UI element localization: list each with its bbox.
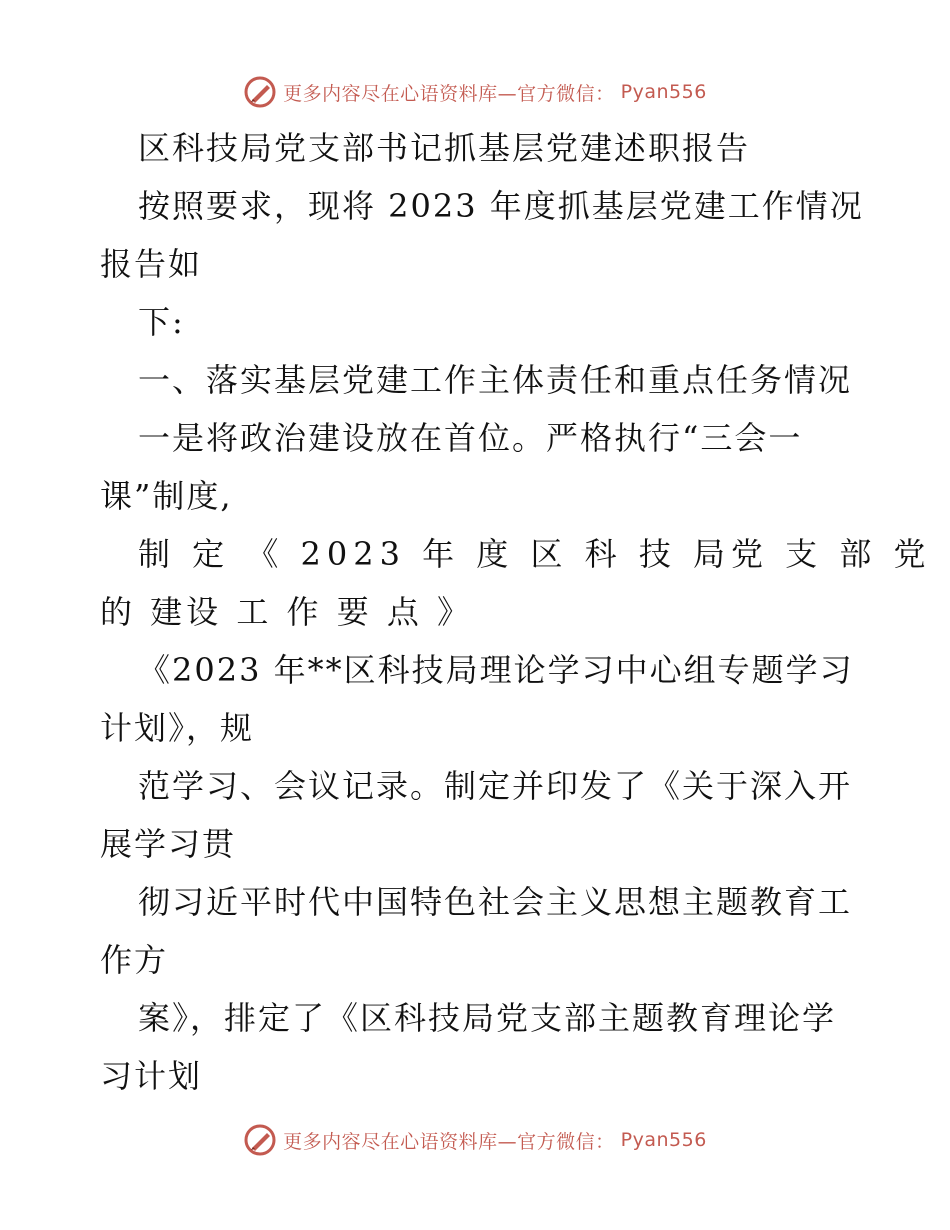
paragraph-line: 展学习贯 [100, 825, 237, 863]
paragraph-line: 《2023 年**区科技局理论学习中心组专题学习 [138, 651, 854, 689]
watermark-wechat-id: Pyan556 [620, 1129, 707, 1151]
paragraph-line: 下: [138, 303, 185, 341]
paragraph-line: 的 建设 工 作 要 点 》 [100, 593, 474, 631]
paragraph-line: 报告如 [100, 245, 203, 283]
paragraph-line: 制 定 《 2023 年 度 区 科 技 局党 支 部 党 [138, 535, 932, 573]
paragraph-line: 一是将政治建设放在首位。严格执行“三会一 [138, 419, 803, 457]
watermark-wechat-id: Pyan556 [620, 81, 707, 103]
footer-watermark [0, 1120, 950, 1160]
paragraph-line: 范学习、会议记录。制定并印发了《关于深入开 [138, 767, 853, 805]
paragraph-line: 按照要求，现将 2023 年度抓基层党建工作情况 [138, 187, 864, 225]
document-title: 区科技局党支部书记抓基层党建述职报告 [138, 129, 751, 167]
paragraph-line: 习计划 [100, 1057, 203, 1095]
pen-logo-icon [243, 1123, 277, 1157]
paragraph-line: 作方 [100, 941, 169, 979]
paragraph-line: 彻习近平时代中国特色社会主义思想主题教育工 [138, 883, 853, 921]
paragraph-line: 计划》，规 [100, 709, 255, 747]
paragraph-line: 案》，排定了《区科技局党支部主题教育理论学 [138, 999, 837, 1037]
section-heading: 一、落实基层党建工作主体责任和重点任务情况 [138, 361, 853, 399]
paragraph-line: 课”制度, [100, 477, 233, 515]
watermark-text: 更多内容尽在心语资料库—官方微信： [283, 1130, 615, 1153]
watermark-text: 更多内容尽在心语资料库—官方微信： [283, 82, 615, 105]
